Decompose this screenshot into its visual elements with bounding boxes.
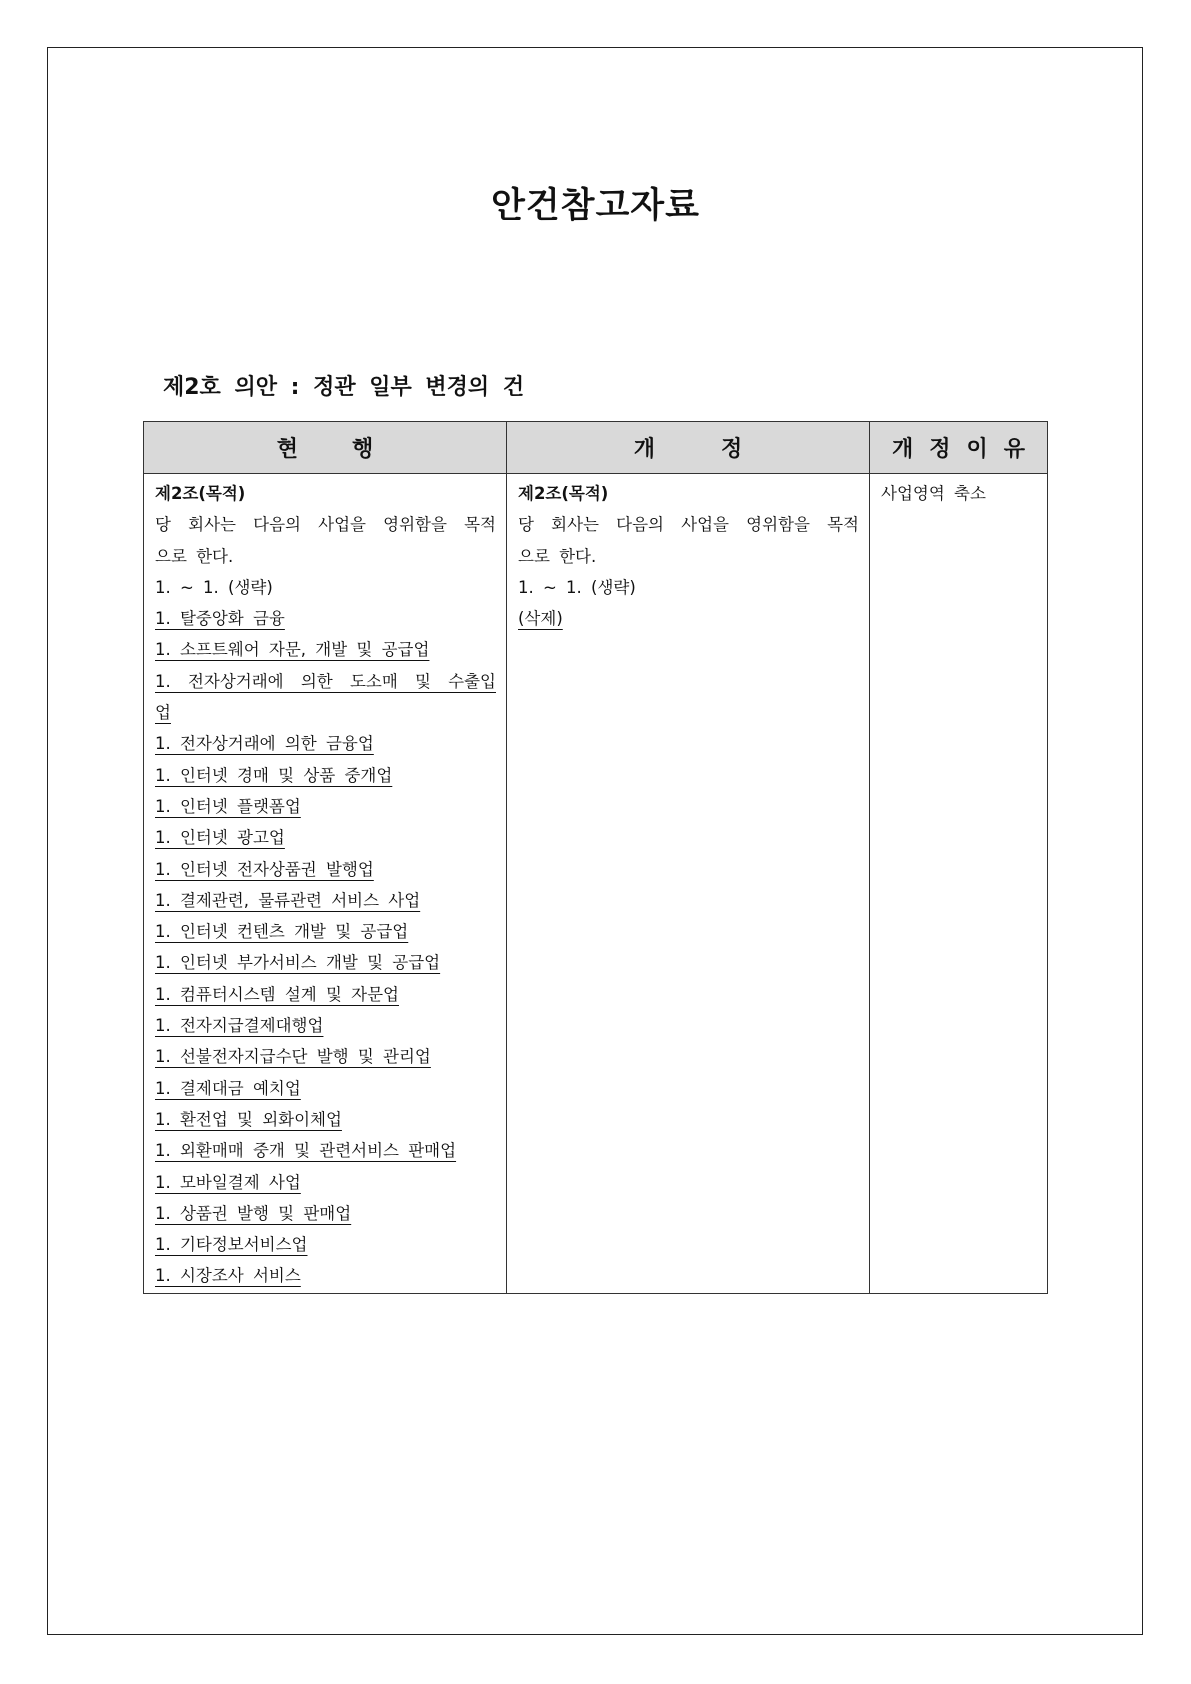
current-item-prepaid: 1. 선불전자지급수단 발행 및 관리업 — [155, 1047, 431, 1067]
current-item-ecommerce-finance: 1. 전자상거래에 의한 금융업 — [155, 734, 374, 754]
current-item-pg: 1. 전자지급결제대행업 — [155, 1016, 324, 1036]
current-intro-line-1: 당 회사는 다음의 사업을 영위함을 목적 — [155, 515, 496, 535]
current-item-defi: 1. 탈중앙화 금융 — [155, 609, 285, 629]
revised-intro-line-1: 당 회사는 다음의 사업을 영위함을 목적 — [518, 515, 859, 535]
revised-omitted-items: 1. ~ 1. (생략) — [518, 577, 636, 597]
current-item-contents: 1. 인터넷 컨텐츠 개발 및 공급업 — [155, 922, 409, 942]
current-item-platform: 1. 인터넷 플랫폼업 — [155, 796, 301, 816]
revised-deleted-mark: (삭제) — [518, 609, 563, 629]
current-item-auction: 1. 인터넷 경매 및 상품 중개업 — [155, 765, 393, 785]
revised-intro-line-2: 으로 한다. — [518, 546, 597, 566]
current-item-ecommerce-trade: 1. 전자상거래에 의한 도소매 및 수출입 — [155, 671, 496, 691]
current-cell — [144, 474, 507, 1294]
revised-cell — [507, 474, 870, 1294]
document-title: 안건참고자료 — [491, 186, 700, 226]
revised-article-heading: 제2조(목적) — [518, 484, 609, 503]
reason-cell — [870, 474, 1048, 1294]
current-intro-line-2: 으로 한다. — [155, 546, 234, 566]
table-header-row — [144, 422, 1048, 474]
table-row — [144, 474, 1048, 1294]
current-item-exchange: 1. 환전업 및 외화이체업 — [155, 1109, 342, 1129]
current-item-ecommerce-trade-cont: 업 — [155, 703, 171, 723]
amendment-comparison-table — [143, 421, 1048, 1294]
current-item-software: 1. 소프트웨어 자문, 개발 및 공급업 — [155, 640, 430, 660]
agenda-title: 제2호 의안 : 정관 일부 변경의 건 — [163, 375, 525, 400]
current-item-market-research: 1. 시장조사 서비스 — [155, 1266, 301, 1286]
current-article-heading: 제2조(목적) — [155, 484, 246, 503]
header-reason: 개정이유 — [870, 422, 1048, 474]
current-item-escrow: 1. 결제대금 예치업 — [155, 1078, 301, 1098]
current-omitted-items: 1. ~ 1. (생략) — [155, 577, 273, 597]
current-item-advertising: 1. 인터넷 광고업 — [155, 828, 285, 848]
current-item-system-design: 1. 컴퓨터시스템 설계 및 자문업 — [155, 984, 399, 1004]
current-item-info-services: 1. 기타정보서비스업 — [155, 1235, 308, 1255]
current-item-e-voucher: 1. 인터넷 전자상품권 발행업 — [155, 859, 374, 879]
reason-text: 사업영역 축소 — [881, 484, 986, 503]
current-item-payment-logistics: 1. 결제관련, 물류관련 서비스 사업 — [155, 890, 421, 910]
current-item-gift-voucher: 1. 상품권 발행 및 판매업 — [155, 1203, 352, 1223]
header-revised: 개정 — [507, 422, 870, 474]
current-item-value-added: 1. 인터넷 부가서비스 개발 및 공급업 — [155, 953, 441, 973]
header-current: 현행 — [144, 422, 507, 474]
current-item-fx-brokerage: 1. 외환매매 중개 및 관련서비스 판매업 — [155, 1141, 457, 1161]
current-item-mobile-payment: 1. 모바일결제 사업 — [155, 1172, 301, 1192]
